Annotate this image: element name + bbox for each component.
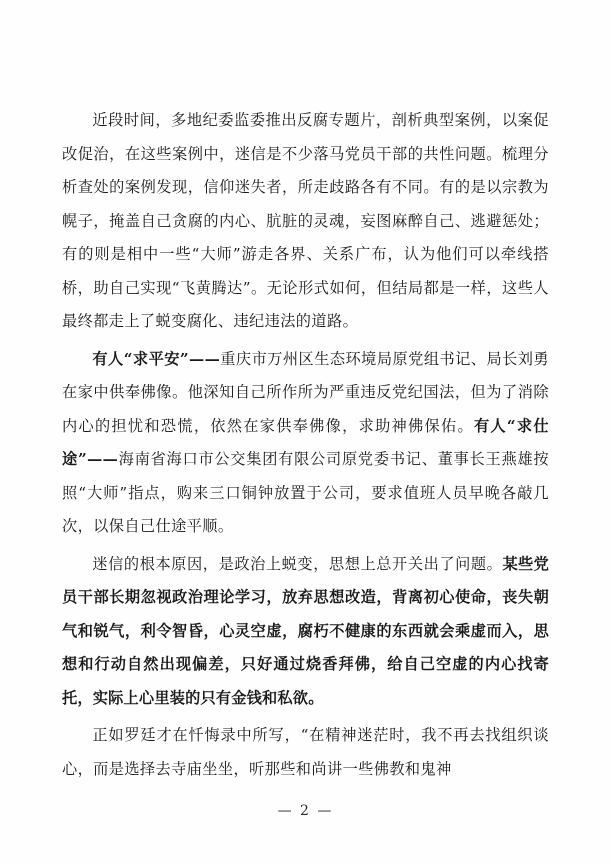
paragraph-2-run-2: 重庆市万州区生态环境局原党组书记、局长刘勇在家中供奉佛像。他深知自己所作所为严重违反党纪国法，但为了消除内心的担忧和恐慌，依然在家供奉佛像，求助神佛保佑。 (62, 349, 549, 435)
paragraph-2-run-1: 有人“求平安”—— (92, 349, 221, 368)
paragraph-4: 正如罗廷才在忏悔录中所写，“在精神迷茫时，我不再去找组织谈心，而是选择去寺庙坐坐，听那些和尚讲一些佛教和鬼神 (62, 726, 549, 778)
page-number: — 2 — (277, 803, 334, 819)
paragraph-2 (62, 343, 549, 544)
document-body (62, 104, 549, 786)
paragraph-3-run-2: 某些党员干部长期忽视政治理论学习，放弃思想改造，背离初心使命，丧失朝气和锐气，利令智昏，心灵空虚，腐朽不健康的东西就会乘虚而入，思想和行动自然出现偏差，只好通过烧香拜佛，给自己空虚的内心找寄托，实际上心里装的只有金钱和私欲。 (62, 554, 549, 707)
paragraph-2-run-3: 有人“求仕途”—— (62, 416, 549, 468)
paragraph-1: 近段时间，多地纪委监委推出反腐专题片，剖析典型案例，以案促改促治，在这些案例中，迷信是不少落马党员干部的共性问题。梳理分析查处的案例发现，信仰迷失者，所走歧路各有不同。有的是以宗教为幌子，掩盖自己贪腐的内心、肮脏的灵魂，妄图麻醉自己、逃避惩处；有的则是相中一些“大师”游走各界、关系广布，认为他们可以牵线搭桥，助自己实现“飞黄腾达”。无论形式如何，但结局都是一样，这些人最终都走上了蜕变腐化、违纪违法的道路。 (62, 111, 549, 330)
paragraph-3-run-1: 迷信的根本原因，是政治上蜕变，思想上总开关出了问题。 (92, 554, 503, 573)
paragraph-2-run-4: 海南省海口市公交集团有限公司原党委书记、董事长王燕雄按照“大师”指点，购来三口铜钟放置于公司，要求值班人员早晚各敲几次，以保自己仕途平顺。 (62, 450, 549, 535)
paragraph-3 (62, 548, 549, 716)
